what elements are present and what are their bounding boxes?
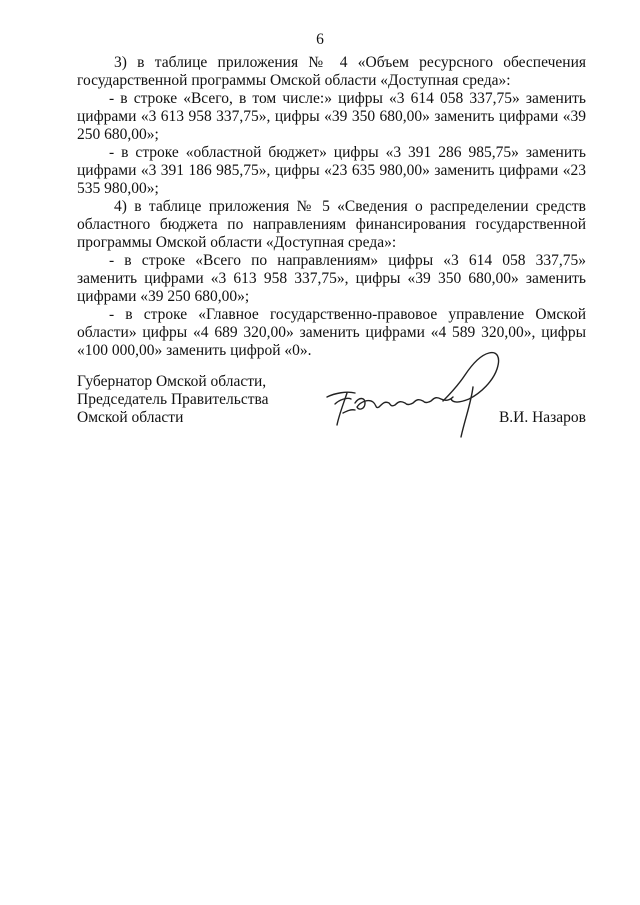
- paragraph-item-4: 4) в таблице приложения № 5 «Сведения о распределении средств областного бюджета по направлениям финансирования государственной программы Омской области «Доступная среда»:: [77, 198, 586, 251]
- signature-block: [77, 373, 586, 463]
- paragraph-subitem: - в строке «областной бюджет» цифры «3 391 286 985,75» заменить цифрами «3 391 186 985,75», цифры «23 635 980,00» заменить цифрами «23 535 980,00»;: [77, 144, 586, 197]
- paragraph-subitem: - в строке «Всего по направлениям» цифры «3 614 058 337,75» заменить цифрами «3 613 958 337,75», цифры «39 350 680,00» заменить цифрами «39 250 680,00»;: [77, 252, 586, 305]
- signer-title-line: Омской области: [77, 409, 184, 426]
- paragraph-subitem: - в строке «Главное государственно-правовое управление Омской области» цифры «4 689 320,00» заменить цифрами «4 589 320,00», цифры «100 000,00» заменить цифрой «0».: [77, 306, 586, 359]
- page-number: 6: [316, 31, 324, 48]
- handwritten-signature: [325, 347, 515, 447]
- paragraph-subitem: - в строке «Всего, в том числе:» цифры «3 614 058 337,75» заменить цифрами «3 613 958 337,75», цифры «39 350 680,00» заменить цифрами «39 250 680,00»;: [77, 90, 586, 143]
- document-body: [77, 54, 586, 360]
- signer-name: В.И. Назаров: [498, 409, 586, 426]
- signer-title-line: Губернатор Омской области,: [77, 373, 267, 390]
- paragraph-item-3: 3) в таблице приложения № 4 «Объем ресурсного обеспечения государственной программы Омской области «Доступная среда»:: [77, 54, 586, 89]
- signer-title-line: Председатель Правительства: [77, 391, 269, 408]
